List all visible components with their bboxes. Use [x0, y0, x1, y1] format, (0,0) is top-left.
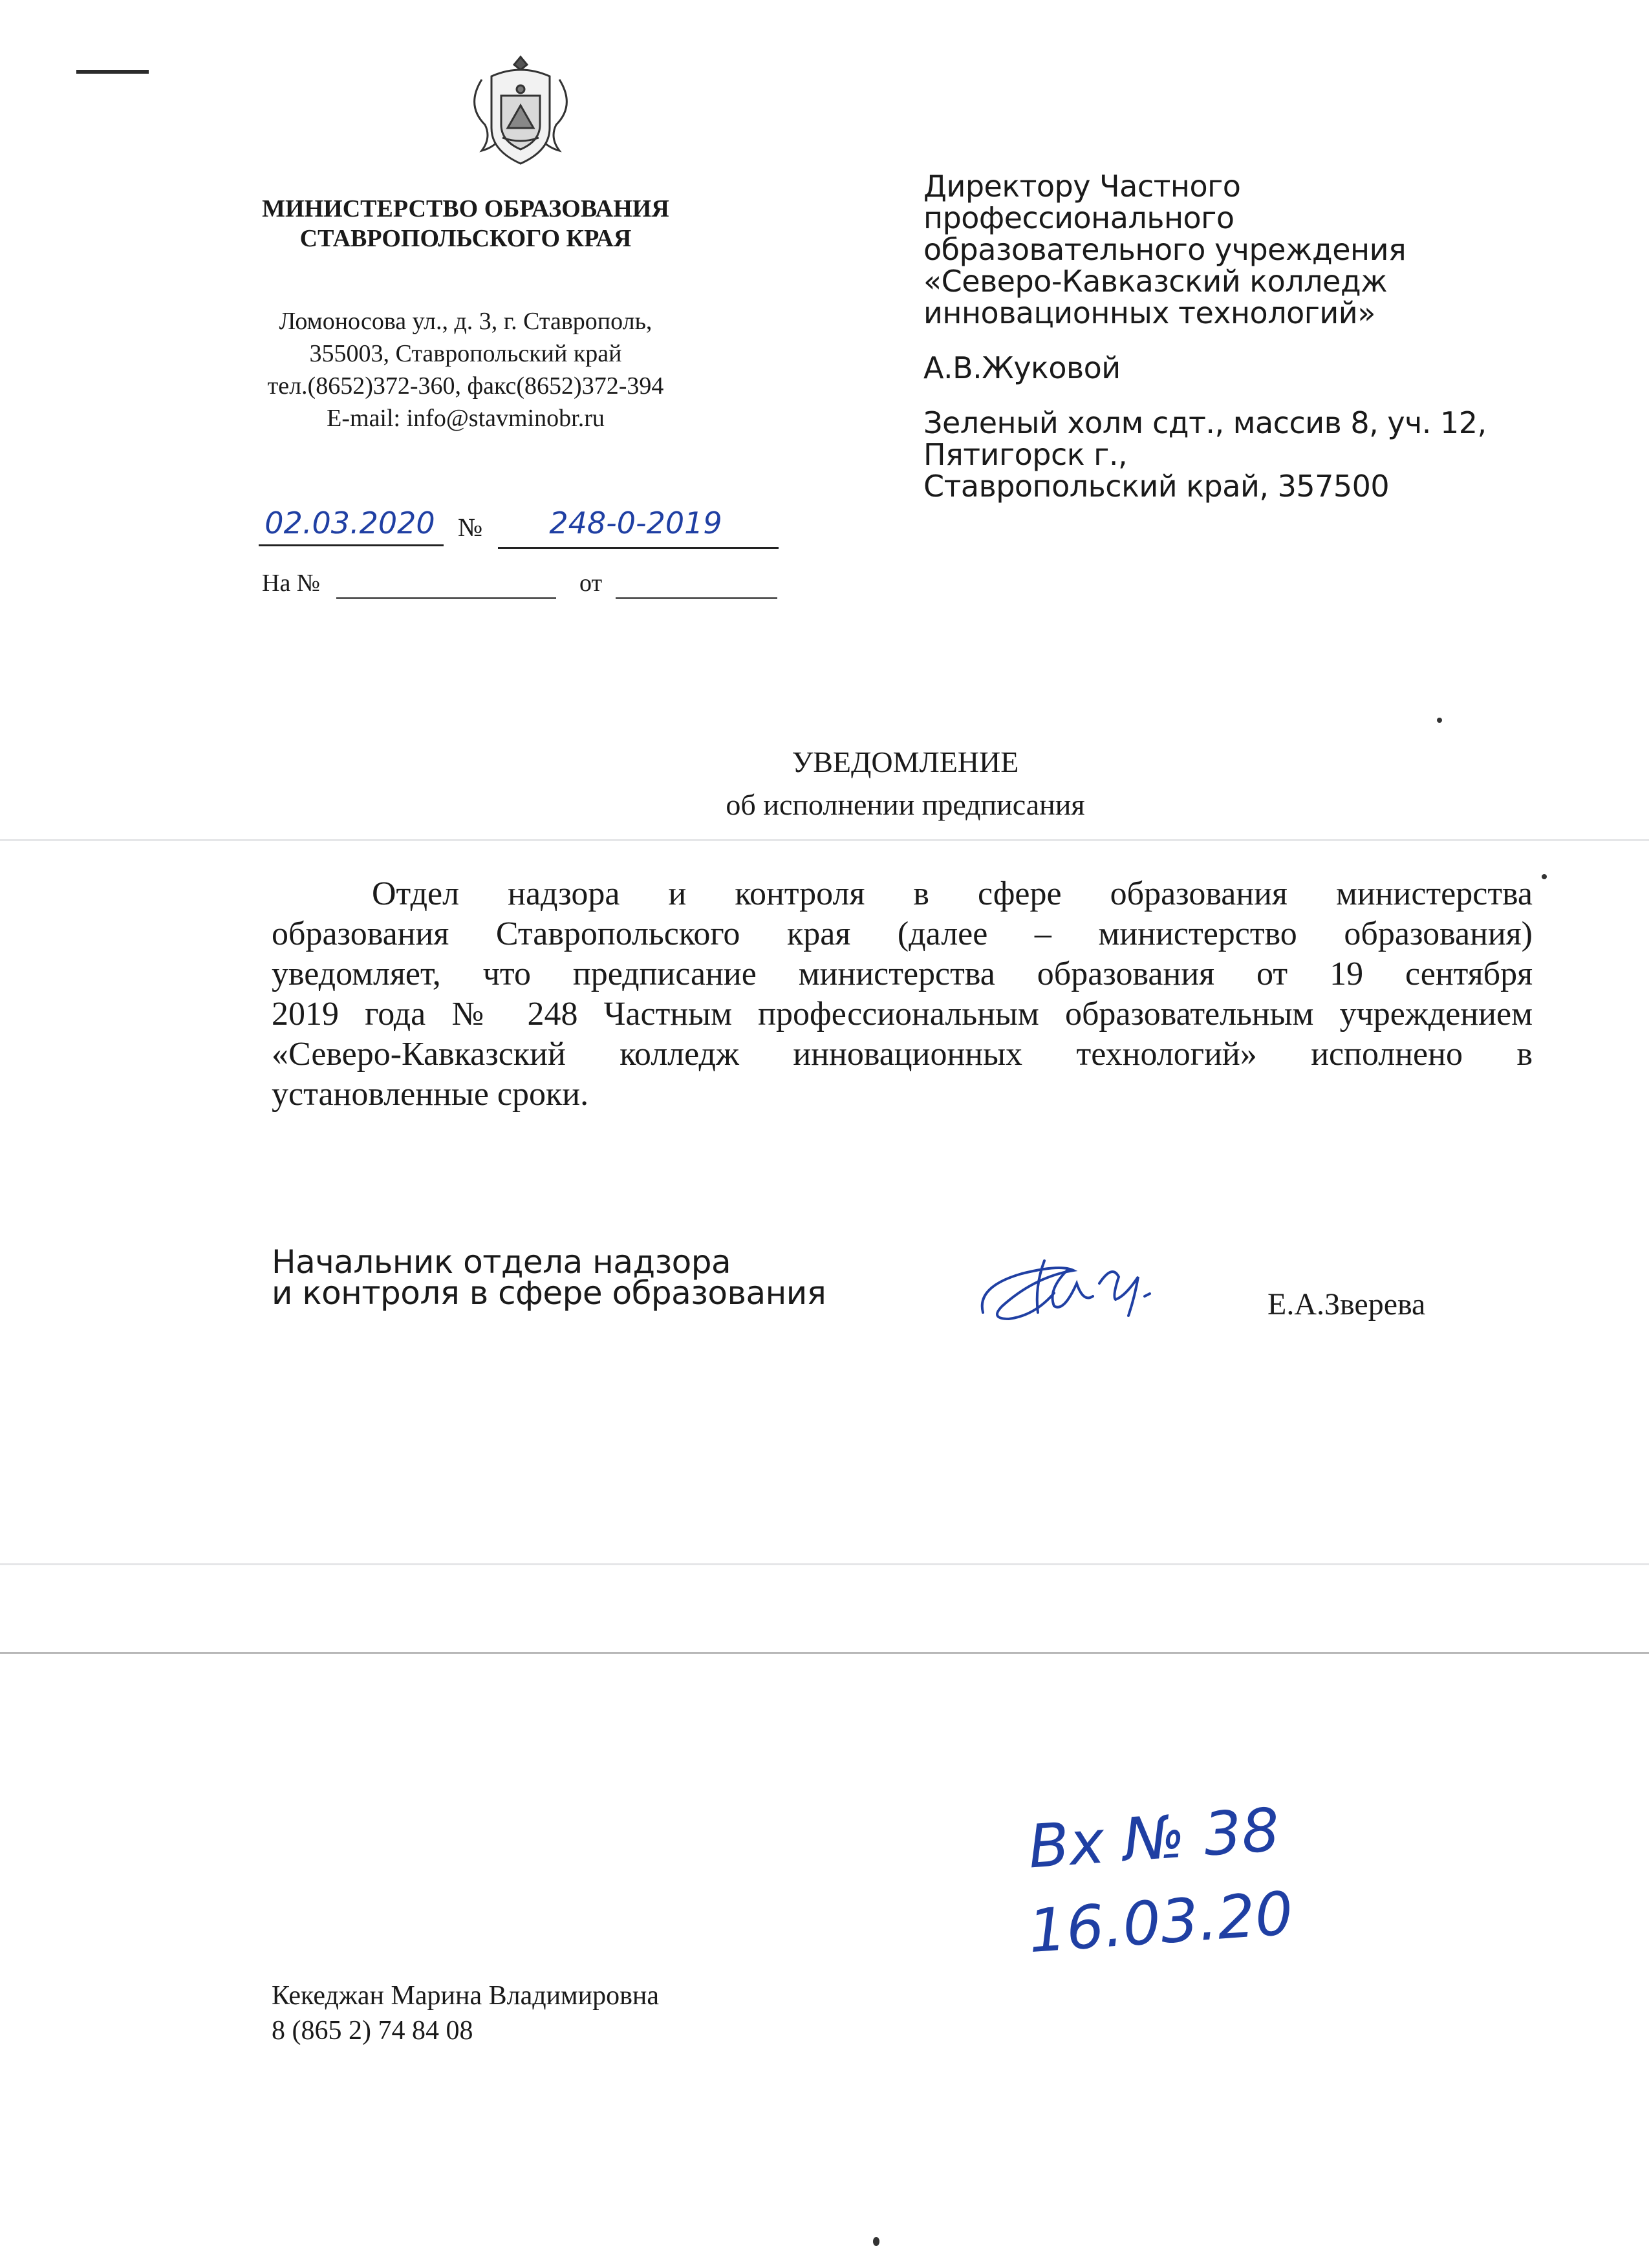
ministry-address-line1: Ломоносова ул., д. 3, г. Ставрополь,	[279, 308, 652, 335]
reply-reference-row	[262, 569, 320, 597]
body-text-line: Отдел надзора и контроля в сфере образования министерства	[372, 875, 1533, 912]
registration-date: 02.03.2020	[264, 506, 435, 540]
reply-from-label: от	[579, 570, 603, 597]
addressee-address-line: Пятигорск г.,	[923, 437, 1128, 472]
reply-number-label: На №	[262, 570, 321, 597]
ministry-address-line2: 355003, Ставропольский край	[309, 340, 622, 367]
body-text-line: «Северо-Кавказский колледж инновационных технологий» исполнено в	[272, 1036, 1533, 1073]
registration-number-sign: №	[458, 513, 483, 542]
scan-fold-line	[0, 1652, 1649, 1654]
coat-of-arms-emblem	[456, 50, 585, 180]
reply-number-blank	[336, 597, 556, 599]
ministry-phone-line: тел.(8652)372-360, факс(8652)372-394	[267, 372, 664, 400]
signatory-position-line: Начальник отдела надзора	[272, 1243, 731, 1281]
registration-date-underline	[259, 544, 444, 546]
handwritten-signature	[970, 1235, 1183, 1345]
addressee-address-line: Зеленый холм сдт., массив 8, уч. 12,	[923, 405, 1487, 440]
ministry-name-line1: МИНИСТЕРСТВО ОБРАЗОВАНИЯ	[262, 195, 669, 222]
ministry-name-line2: СТАВРОПОЛЬСКОГО КРАЯ	[299, 225, 632, 252]
registration-number: 248-0-2019	[549, 506, 722, 540]
document-subtitle: об исполнении предписания	[726, 788, 1085, 821]
addressee-line: профессионального	[923, 200, 1234, 235]
scan-fold-line	[0, 1563, 1649, 1565]
body-text-line: установленные сроки.	[272, 1076, 589, 1113]
addressee-line: «Северо-Кавказский колледж	[923, 264, 1388, 299]
executor-block	[272, 1978, 659, 2048]
signatory-position-line: и контроля в сфере образования	[272, 1274, 826, 1312]
executor-name: Кекеджан Марина Владимировна	[272, 1981, 660, 2011]
document-title: УВЕДОМЛЕНИЕ	[792, 745, 1019, 778]
executor-phone: 8 (865 2) 74 84 08	[272, 2016, 473, 2046]
addressee-address-line: Ставропольский край, 357500	[923, 469, 1390, 504]
scan-fold-line	[0, 839, 1649, 841]
incoming-date-note: 16.03.20	[1026, 1878, 1295, 1967]
addressee-line: образовательного учреждения	[923, 232, 1406, 267]
body-text-line: уведомляет, что предписание министерства образования от 19 сентября	[272, 956, 1533, 992]
registration-number-underline	[498, 547, 779, 549]
scan-dot	[1542, 874, 1547, 879]
signatory-position	[272, 1243, 826, 1312]
addressee-line: Директору Частного	[923, 169, 1241, 204]
ministry-email-line: E-mail: info@stavminobr.ru	[327, 405, 605, 432]
scan-dot	[873, 2237, 879, 2246]
scan-mark	[76, 70, 149, 74]
addressee-name: А.В.Жуковой	[923, 350, 1121, 385]
body-text-line: 2019 года № 248 Частным профессиональным образовательным учреждением	[272, 996, 1533, 1032]
signatory-name: Е.А.Зверева	[1267, 1287, 1426, 1321]
reply-from-blank	[616, 597, 777, 599]
addressee-block	[923, 171, 1570, 502]
scan-dot	[1437, 718, 1442, 723]
incoming-number-note: Вх № 38	[1026, 1795, 1282, 1882]
body-text-line: образования Ставропольского края (далее – министерство образования)	[272, 915, 1533, 952]
addressee-line: инновационных технологий»	[923, 295, 1375, 330]
